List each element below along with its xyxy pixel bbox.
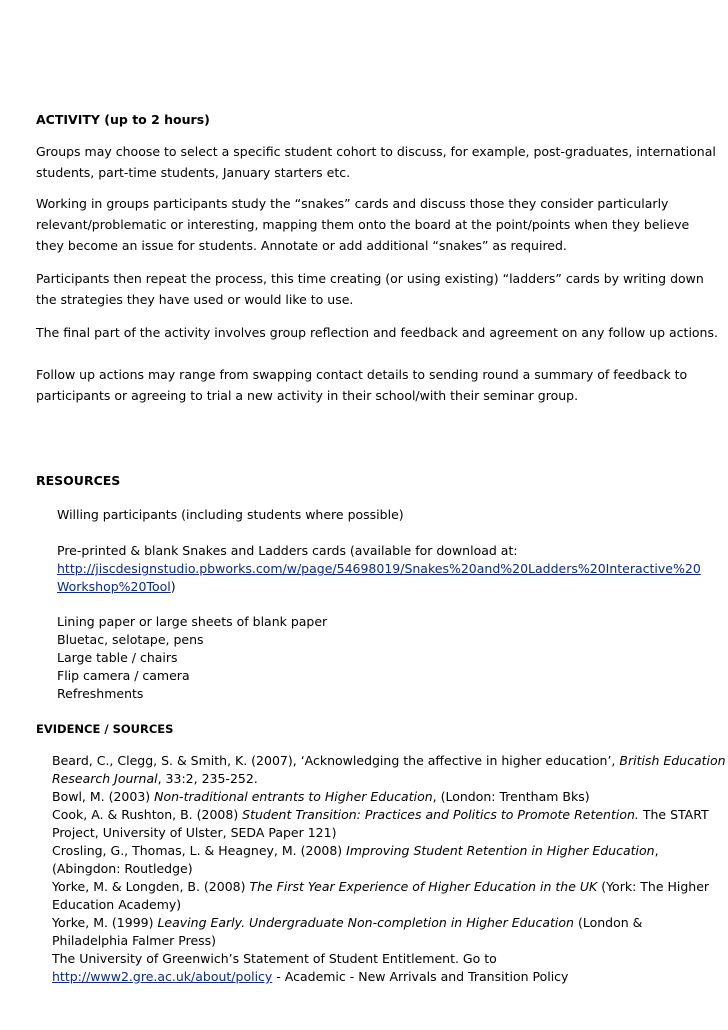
activity-heading: ACTIVITY (up to 2 hours) <box>36 112 210 127</box>
reference-beard-line-2 <box>52 770 258 788</box>
resource-item-furniture: Large table / chairs <box>57 650 178 665</box>
reference-yorke-line-1 <box>52 914 642 932</box>
activity-paragraph-2-line-1: Working in groups participants study the “snakes” cards and discuss those they consider particularly <box>36 196 669 211</box>
activity-paragraph-1-line-1: Groups may choose to select a specific student cohort to discuss, for example, post-graduates, international <box>36 144 716 159</box>
reference-crosling-line-1 <box>52 842 659 860</box>
resource-link-close: ) <box>170 579 176 594</box>
reference-beard-journal: British Education <box>619 753 726 768</box>
activity-paragraph-3-line-2: the strategies they have used or would like to use. <box>36 292 354 307</box>
activity-paragraph-4: The final part of the activity involves group reflection and feedback and agreement on any follow up actions. <box>36 325 718 340</box>
reference-yorke-longden-line-2: Education Academy) <box>52 897 182 912</box>
reference-crosling-author: Crosling, G., Thomas, L. & Heagney, M. (2008) <box>52 843 347 858</box>
reference-yorke-publisher: (London & <box>573 915 643 930</box>
resource-item-cards: Pre-printed & blank Snakes and Ladders cards (available for download at: <box>57 543 518 558</box>
reference-bowl-publisher: , (London: Trentham Bks) <box>432 789 590 804</box>
reference-bowl-author: Bowl, M. (2003) <box>52 789 155 804</box>
reference-beard-text: Beard, C., Clegg, S. & Smith, K. (2007), ‘Acknowledging the affective in higher education’, <box>52 753 620 768</box>
reference-yorke-longden-publisher: (York: The Higher <box>597 879 710 894</box>
reference-beard-line-1 <box>52 752 726 770</box>
resource-item-participants: Willing participants (including students where possible) <box>57 507 404 522</box>
reference-beard-journal-cont: Research Journal <box>52 771 158 786</box>
reference-cook-author: Cook, A. & Rushton, B. (2008) <box>52 807 243 822</box>
reference-yorke-title: Leaving Early. Undergraduate Non-completion in Higher Education <box>157 915 574 930</box>
evidence-heading: EVIDENCE / SOURCES <box>36 722 174 736</box>
reference-bowl-title: Non-traditional entrants to Higher Education <box>154 789 433 804</box>
reference-greenwich-line-2 <box>52 968 568 986</box>
activity-paragraph-2-line-3: they become an issue for students. Annotate or add additional “snakes” as required. <box>36 238 567 253</box>
resource-item-refreshments: Refreshments <box>57 686 144 701</box>
reference-greenwich-path: - Academic - New Arrivals and Transition Policy <box>272 969 569 984</box>
reference-yorke-line-2: Philadelphia Falmer Press) <box>52 933 217 948</box>
reference-bowl <box>52 788 590 806</box>
reference-cook-title: Student Transition: Practices and Politics to Promote Retention. <box>242 807 639 822</box>
activity-paragraph-5-line-2: participants or agreeing to trial a new activity in their school/with their seminar group. <box>36 388 579 403</box>
resources-heading: RESOURCES <box>36 473 121 488</box>
reference-crosling-title: Improving Student Retention in Higher Education <box>346 843 655 858</box>
reference-beard-issue: , 33:2, 235-252. <box>157 771 258 786</box>
reference-cook-line-1 <box>52 806 709 824</box>
reference-yorke-longden-author: Yorke, M. & Longden, B. (2008) <box>52 879 250 894</box>
reference-cook-publisher: The START <box>638 807 709 822</box>
resource-download-link-continued[interactable]: Workshop%20Tool <box>57 579 171 594</box>
resource-link-line-2-row <box>57 578 176 596</box>
resource-item-paper: Lining paper or large sheets of blank paper <box>57 614 328 629</box>
resource-link-line-1-row <box>57 560 701 578</box>
resource-download-link[interactable]: http://jiscdesignstudio.pbworks.com/w/page/54698019/Snakes%20and%20Ladders%20Interactive%20 <box>57 561 701 576</box>
resource-item-stationery: Bluetac, selotape, pens <box>57 632 204 647</box>
activity-paragraph-2-line-2: relevant/problematic or interesting, mapping them onto the board at the point/points when they believe <box>36 217 690 232</box>
reference-yorke-author: Yorke, M. (1999) <box>52 915 158 930</box>
reference-crosling-line-2: (Abingdon: Routledge) <box>52 861 193 876</box>
reference-crosling-comma: , <box>654 843 659 858</box>
activity-paragraph-1-line-2: students, part-time students, January starters etc. <box>36 165 351 180</box>
resource-item-camera: Flip camera / camera <box>57 668 190 683</box>
greenwich-policy-link[interactable]: http://www2.gre.ac.uk/about/policy <box>52 969 273 984</box>
activity-paragraph-3-line-1: Participants then repeat the process, this time creating (or using existing) “ladders” cards by writing down <box>36 271 704 286</box>
reference-greenwich-line-1: The University of Greenwich’s Statement of Student Entitlement. Go to <box>52 951 497 966</box>
reference-cook-line-2: Project, University of Ulster, SEDA Paper 121) <box>52 825 337 840</box>
reference-yorke-longden-line-1 <box>52 878 709 896</box>
activity-paragraph-5-line-1: Follow up actions may range from swapping contact details to sending round a summary of feedback to <box>36 367 688 382</box>
reference-yorke-longden-title: The First Year Experience of Higher Education in the UK <box>249 879 598 894</box>
